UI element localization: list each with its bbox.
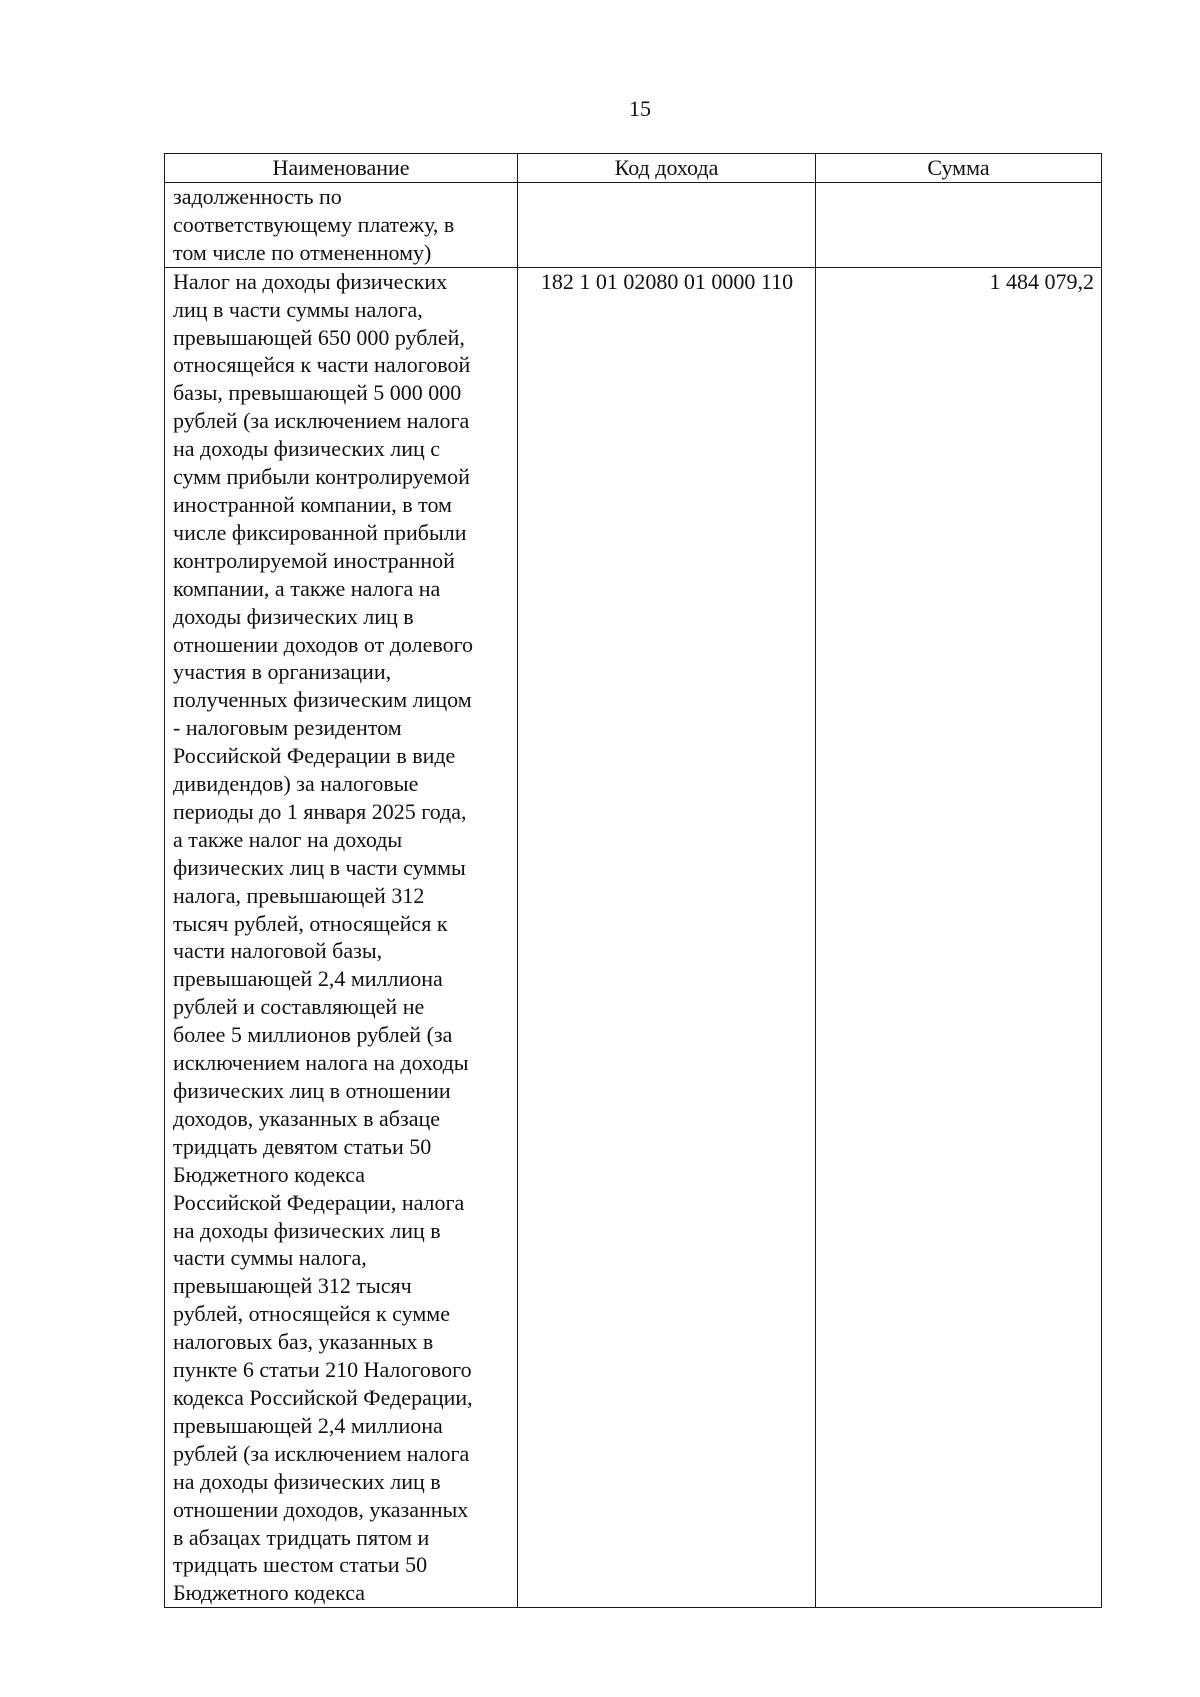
row-sum-cell: 1 484 079,2 <box>816 267 1102 1608</box>
table-header-row <box>165 154 1102 183</box>
row-name-cell: Налог на доходы физических лиц в части суммы налога, превышающей 650 000 рублей, относящейся к части налоговой базы, превышающей 5 000 000 рублей (за исключением налога на доходы физических лиц с сумм прибыли контролируемой иностранной компании, в том числе фиксированной прибыли контролируемой иностранной компании, а также налога на доходы физических лиц в отношении доходов от долевого участия в организации, полученных физическим лицом - налоговым резидентом Российской Федерации в виде дивидендов) за налоговые периоды до 1 января 2025 года, а также налог на доходы физических лиц в части суммы налога, превышающей 312 тысяч рублей, относящейся к части налоговой базы, превышающей 2,4 миллиона рублей и составляющей не более 5 миллионов рублей (за исключением налога на доходы физических лиц в отношении доходов, указанных в абзаце тридцать девятом статьи 50 Бюджетного кодекса Российской Федерации, налога на доходы физических лиц в части суммы налога, превышающей 312 тысяч рублей, относящейся к сумме налоговых баз, указанных в пункте 6 статьи 210 Налогового кодекса Российской Федерации, превышающей 2,4 миллиона рублей (за исключением налога на доходы физических лиц в отношении доходов, указанных в абзацах тридцать пятом и тридцать шестом статьи 50 Бюджетного кодекса <box>165 267 518 1608</box>
row-sum-cell <box>816 183 1102 268</box>
row-code-cell <box>518 183 816 268</box>
table-row <box>165 183 1102 268</box>
header-code: Код дохода <box>518 154 816 183</box>
page-number: 15 <box>629 96 651 121</box>
header-name: Наименование <box>165 154 518 183</box>
table-row <box>165 267 1102 1608</box>
row-code-cell: 182 1 01 02080 01 0000 110 <box>518 267 816 1608</box>
revenue-table <box>164 153 1102 1608</box>
row-name-cell: задолженность по соответствующему платежу, в том числе по отмененному) <box>165 183 518 268</box>
header-sum: Сумма <box>816 154 1102 183</box>
